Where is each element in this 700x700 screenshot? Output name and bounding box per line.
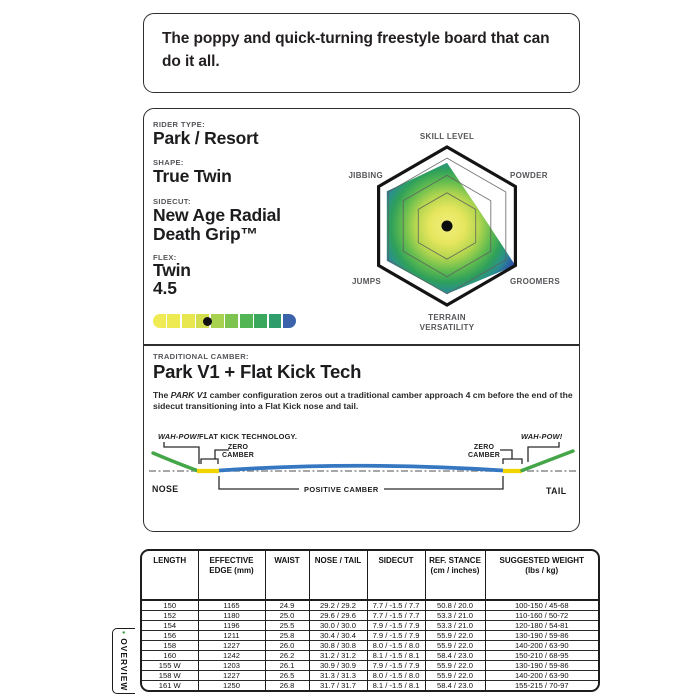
size-chart-table: [142, 551, 598, 690]
table-cell: 26.1: [265, 661, 309, 671]
flex-rating-bar: [153, 314, 296, 328]
flex-line-2: 4.5: [153, 277, 177, 298]
axis-groomers: GROOMERS: [510, 277, 560, 286]
table-cell: 1250: [198, 681, 265, 691]
table-cell: 155-215 / 70-97: [485, 681, 598, 691]
zero-camber-right-label: ZERO CAMBER: [468, 444, 500, 459]
shape-label: SHAPE:: [153, 158, 184, 167]
flex-value: [153, 262, 191, 297]
camber-title: Park V1 + Flat Kick Tech: [153, 361, 362, 382]
table-header-cell-0: LENGTH: [142, 551, 198, 600]
table-cell: 1180: [198, 611, 265, 621]
overview-tab-text: [119, 631, 129, 693]
table-cell: 140-200 / 63-90: [485, 671, 598, 681]
table-cell: 1203: [198, 661, 265, 671]
zero-camber-left-label: ZERO CAMBER: [222, 444, 254, 459]
flex-bar-segment-1: [153, 314, 166, 328]
sidecut-line-1: New Age Radial: [153, 205, 281, 225]
table-cell: 29.6 / 29.6: [309, 611, 367, 621]
table-cell: 29.2 / 29.2: [309, 600, 367, 611]
camber-paragraph-post: camber configuration zeros out a traditional camber approach 4 cm before the end of the sidecut transitioning into a Flat Kick nose and tail.: [153, 390, 573, 411]
table-row-158: [142, 641, 598, 651]
table-cell: 30.0 / 30.0: [309, 621, 367, 631]
table-cell: 31.7 / 31.7: [309, 681, 367, 691]
table-cell: 53.3 / 21.0: [425, 611, 485, 621]
table-cell: 1242: [198, 651, 265, 661]
table-cell: 130-190 / 59-86: [485, 661, 598, 671]
table-cell: 152: [142, 611, 198, 621]
table-cell: 31.2 / 31.2: [309, 651, 367, 661]
table-header-cell-2: WAIST: [265, 551, 309, 600]
wah-pow-right-label: WAH-POW!: [521, 432, 563, 441]
table-cell: 120-180 / 54-81: [485, 621, 598, 631]
table-cell: 24.9: [265, 600, 309, 611]
tab-overview[interactable]: [112, 628, 135, 694]
table-cell: 1211: [198, 631, 265, 641]
table-cell: 7.7 / -1.5 / 7.7: [367, 600, 425, 611]
table-cell: 156: [142, 631, 198, 641]
camber-paragraph-em: PARK V1: [170, 390, 208, 400]
table-cell: 58.4 / 23.0: [425, 681, 485, 691]
size-chart-table-wrap: [140, 549, 600, 692]
table-cell: 25.5: [265, 621, 309, 631]
axis-jumps: JUMPS: [351, 277, 381, 286]
flex-bar-segment-10: [283, 314, 296, 328]
flex-bar-segment-2: [167, 314, 180, 328]
spec-card: [143, 108, 580, 532]
table-cell: 55.9 / 22.0: [425, 641, 485, 651]
flex-bar-segment-6: [225, 314, 238, 328]
table-cell: 158 W: [142, 671, 198, 681]
table-cell: 158: [142, 641, 198, 651]
camber-paragraph-pre: The: [153, 390, 171, 400]
table-cell: 30.4 / 30.4: [309, 631, 367, 641]
table-cell: 55.9 / 22.0: [425, 661, 485, 671]
table-row-154: [142, 621, 598, 631]
radar-center-dot: [442, 221, 453, 232]
table-cell: 55.9 / 22.0: [425, 631, 485, 641]
table-cell: 30.8 / 30.8: [309, 641, 367, 651]
overview-tab-label: OVERVIEW: [119, 638, 129, 692]
table-cell: 26.5: [265, 671, 309, 681]
axis-powder: POWDER: [510, 171, 548, 180]
table-row-161-W: [142, 681, 598, 691]
flex-bar-segment-9: [269, 314, 282, 328]
table-cell: 7.9 / -1.5 / 7.9: [367, 661, 425, 671]
table-row-160: [142, 651, 598, 661]
table-cell: 110-160 / 50-72: [485, 611, 598, 621]
flex-bar-segment-5: [211, 314, 224, 328]
positive-camber-label: POSITIVE CAMBER: [299, 485, 384, 494]
table-body: [142, 600, 598, 690]
table-header-cell-4: SIDECUT: [367, 551, 425, 600]
table-cell: 161 W: [142, 681, 198, 691]
flex-rating-dot: [203, 317, 212, 326]
table-cell: 26.2: [265, 651, 309, 661]
camber-paragraph: [153, 390, 573, 412]
table-header-cell-5: REF. STANCE (cm / inches): [425, 551, 485, 600]
table-cell: 100-150 / 45-68: [514, 601, 569, 610]
flex-line-1: Twin: [153, 260, 191, 280]
table-cell: 26.0: [265, 641, 309, 651]
table-cell: 53.3 / 21.0: [425, 621, 485, 631]
table-cell: 140-200 / 63-90: [485, 641, 598, 651]
table-cell: 155 W: [142, 661, 198, 671]
axis-jibbing: JIBBING: [348, 171, 383, 180]
table-cell: 31.3 / 31.3: [309, 671, 367, 681]
flex-label: FLEX:: [153, 253, 177, 262]
table-cell: 8.1 / -1.5 / 8.1: [367, 651, 425, 661]
table-cell: 58.4 / 23.0: [425, 651, 485, 661]
table-cell: 154: [142, 621, 198, 631]
flex-bar-segment-8: [254, 314, 267, 328]
section-divider: [144, 344, 579, 346]
table-cell: 55.9 / 22.0: [425, 671, 485, 681]
table-row-156: [142, 631, 598, 641]
board-description: The poppy and quick-turning freestyle board that can do it all.: [162, 30, 550, 70]
traditional-camber-label: TRADITIONAL CAMBER:: [153, 352, 249, 361]
table-cell: 30.9 / 30.9: [309, 661, 367, 671]
table-header-row: [142, 551, 598, 600]
flex-bar-segment-3: [182, 314, 195, 328]
table-row-155-W: [142, 661, 598, 671]
nose-label: NOSE: [152, 484, 179, 494]
sidecut-label: SIDECUT:: [153, 197, 191, 206]
shape-value: True Twin: [153, 166, 232, 186]
table-header-cell-1: EFFECTIVE EDGE (mm): [198, 551, 265, 600]
table-cell: 1227: [198, 641, 265, 651]
wah-pow-left-label: WAH-POW!: [158, 432, 200, 441]
radar-chart: [334, 126, 560, 326]
rider-type-label: RIDER TYPE:: [153, 120, 205, 129]
table-row-150: [142, 600, 598, 611]
description-card: [143, 13, 580, 93]
table-cell: 7.7 / -1.5 / 7.7: [367, 611, 425, 621]
table-cell: 160: [142, 651, 198, 661]
table-cell: 25.8: [265, 631, 309, 641]
sidecut-value: [153, 206, 281, 243]
table-row-158-W: [142, 671, 598, 681]
table-cell: 50.8 / 20.0: [425, 600, 485, 611]
axis-terrain-versatility: TERRAIN VERSATILITY: [419, 313, 475, 332]
overview-tab-bullet: •: [119, 631, 129, 639]
table-cell: 1196: [198, 621, 265, 631]
table-cell: 1165: [198, 600, 265, 611]
table-cell: 130-190 / 59-86: [485, 631, 598, 641]
table-cell: 1227: [198, 671, 265, 681]
flat-kick-label: FLAT KICK TECHNOLOGY.: [199, 432, 298, 441]
table-cell: 8.1 / -1.5 / 8.1: [367, 681, 425, 691]
table-header-cell-6: SUGGESTED WEIGHT (lbs / kg): [485, 551, 598, 600]
table-row-152: [142, 611, 598, 621]
table-cell: 150: [142, 600, 198, 611]
table-header-cell-3: NOSE / TAIL: [309, 551, 367, 600]
table-cell: 25.0: [265, 611, 309, 621]
tail-label: TAIL: [546, 486, 567, 496]
axis-skill-level: SKILL LEVEL: [419, 132, 475, 141]
table-cell: 8.0 / -1.5 / 8.0: [367, 641, 425, 651]
sidecut-line-2: Death Grip™: [153, 223, 258, 244]
table-cell: 8.0 / -1.5 / 8.0: [367, 671, 425, 681]
table-cell: 7.9 / -1.5 / 7.9: [367, 631, 425, 641]
table-cell: 26.8: [265, 681, 309, 691]
table-cell: 150-210 / 68-95: [485, 651, 598, 661]
flex-bar-segment-7: [240, 314, 253, 328]
rider-type-value: Park / Resort: [153, 128, 259, 148]
table-cell: 7.9 / -1.5 / 7.9: [367, 621, 425, 631]
